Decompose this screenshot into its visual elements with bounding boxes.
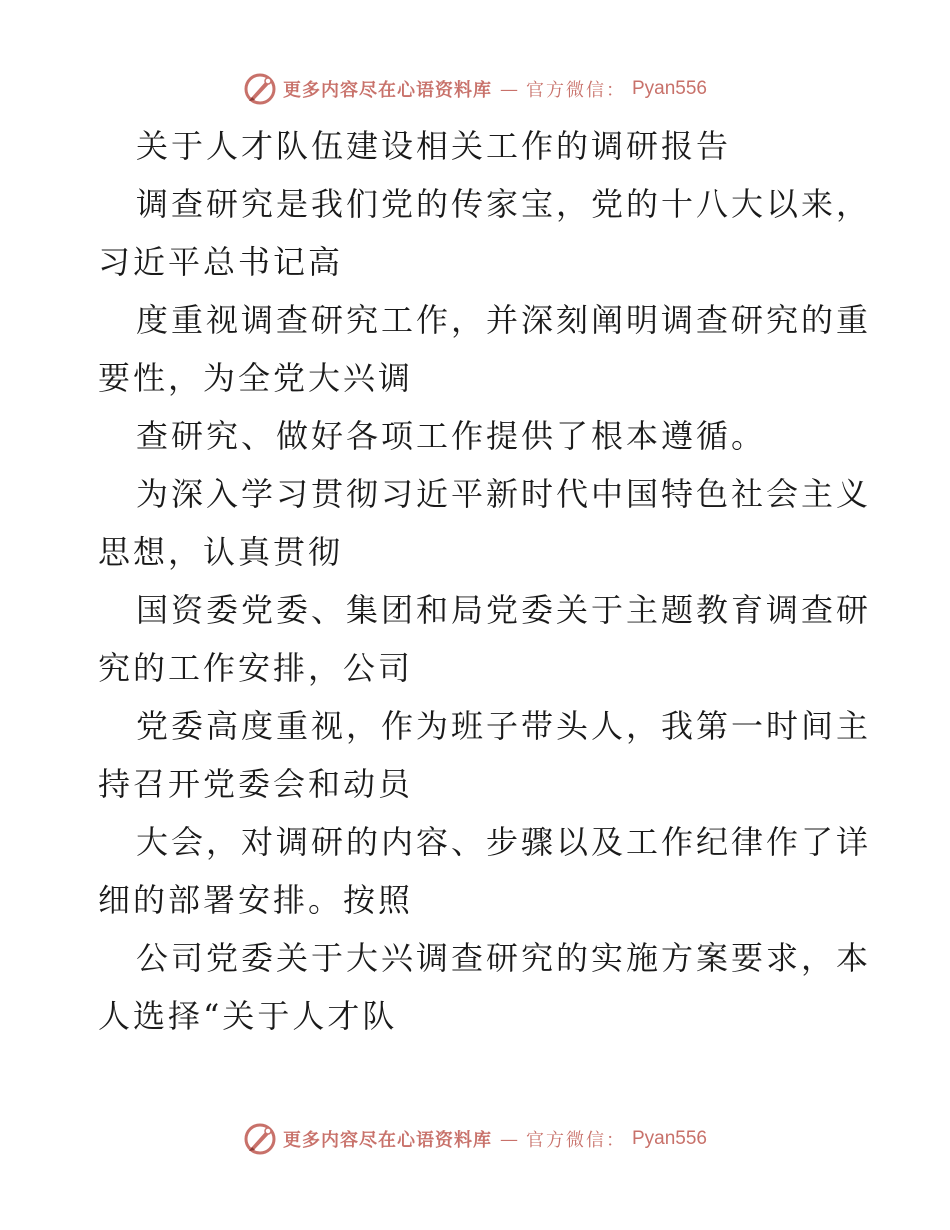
quill-pen-logo-icon [243, 72, 277, 106]
watermark-wechat-label: 官方微信： [525, 1130, 626, 1151]
paragraph-line: 思想，认真贯彻 [98, 533, 344, 571]
document-title-line: 关于人才队伍建设相关工作的调研报告 [136, 127, 732, 165]
document-body [98, 117, 872, 1045]
watermark-group [243, 1122, 707, 1156]
paragraph-line: 为深入学习贯彻习近平新时代中国特色社会主义 [136, 475, 872, 513]
header-watermark [0, 72, 950, 106]
watermark-wechat-id: Pyan556 [631, 1128, 707, 1149]
watermark-dash: — [499, 1128, 518, 1150]
watermark-wechat-label: 官方微信： [525, 80, 626, 101]
paragraph-line: 度重视调查研究工作，并深刻阐明调查研究的重 [136, 301, 872, 339]
paragraph-line: 查研究、做好各项工作提供了根本遵循。 [136, 417, 767, 455]
watermark-wechat-id: Pyan556 [631, 78, 707, 99]
paragraph-line: 细的部署安排。按照 [98, 881, 414, 919]
paragraph-line: 大会，对调研的内容、步骤以及工作纪律作了详 [136, 823, 872, 861]
paragraph-line: 党委高度重视，作为班子带头人，我第一时间主 [136, 707, 872, 745]
watermark-site-text: 更多内容尽在心语资料库 [282, 1130, 492, 1151]
paragraph-line: 人选择“关于人才队 [98, 997, 398, 1035]
watermark-group [243, 72, 707, 106]
paragraph-line: 调查研究是我们党的传家宝，党的十八大以来， [136, 185, 872, 223]
paragraph-line: 国资委党委、集团和局党委关于主题教育调查研 [136, 591, 872, 629]
paragraph-line: 究的工作安排，公司 [98, 649, 414, 687]
paragraph-line: 公司党委关于大兴调查研究的实施方案要求，本 [136, 939, 872, 977]
quill-pen-logo-icon [243, 1122, 277, 1156]
watermark-dash: — [499, 78, 518, 100]
paragraph-line: 持召开党委会和动员 [98, 765, 414, 803]
paragraph-line: 习近平总书记高 [98, 243, 344, 281]
paragraph-line: 要性，为全党大兴调 [98, 359, 414, 397]
footer-watermark [0, 1122, 950, 1156]
watermark-site-text: 更多内容尽在心语资料库 [282, 80, 492, 101]
